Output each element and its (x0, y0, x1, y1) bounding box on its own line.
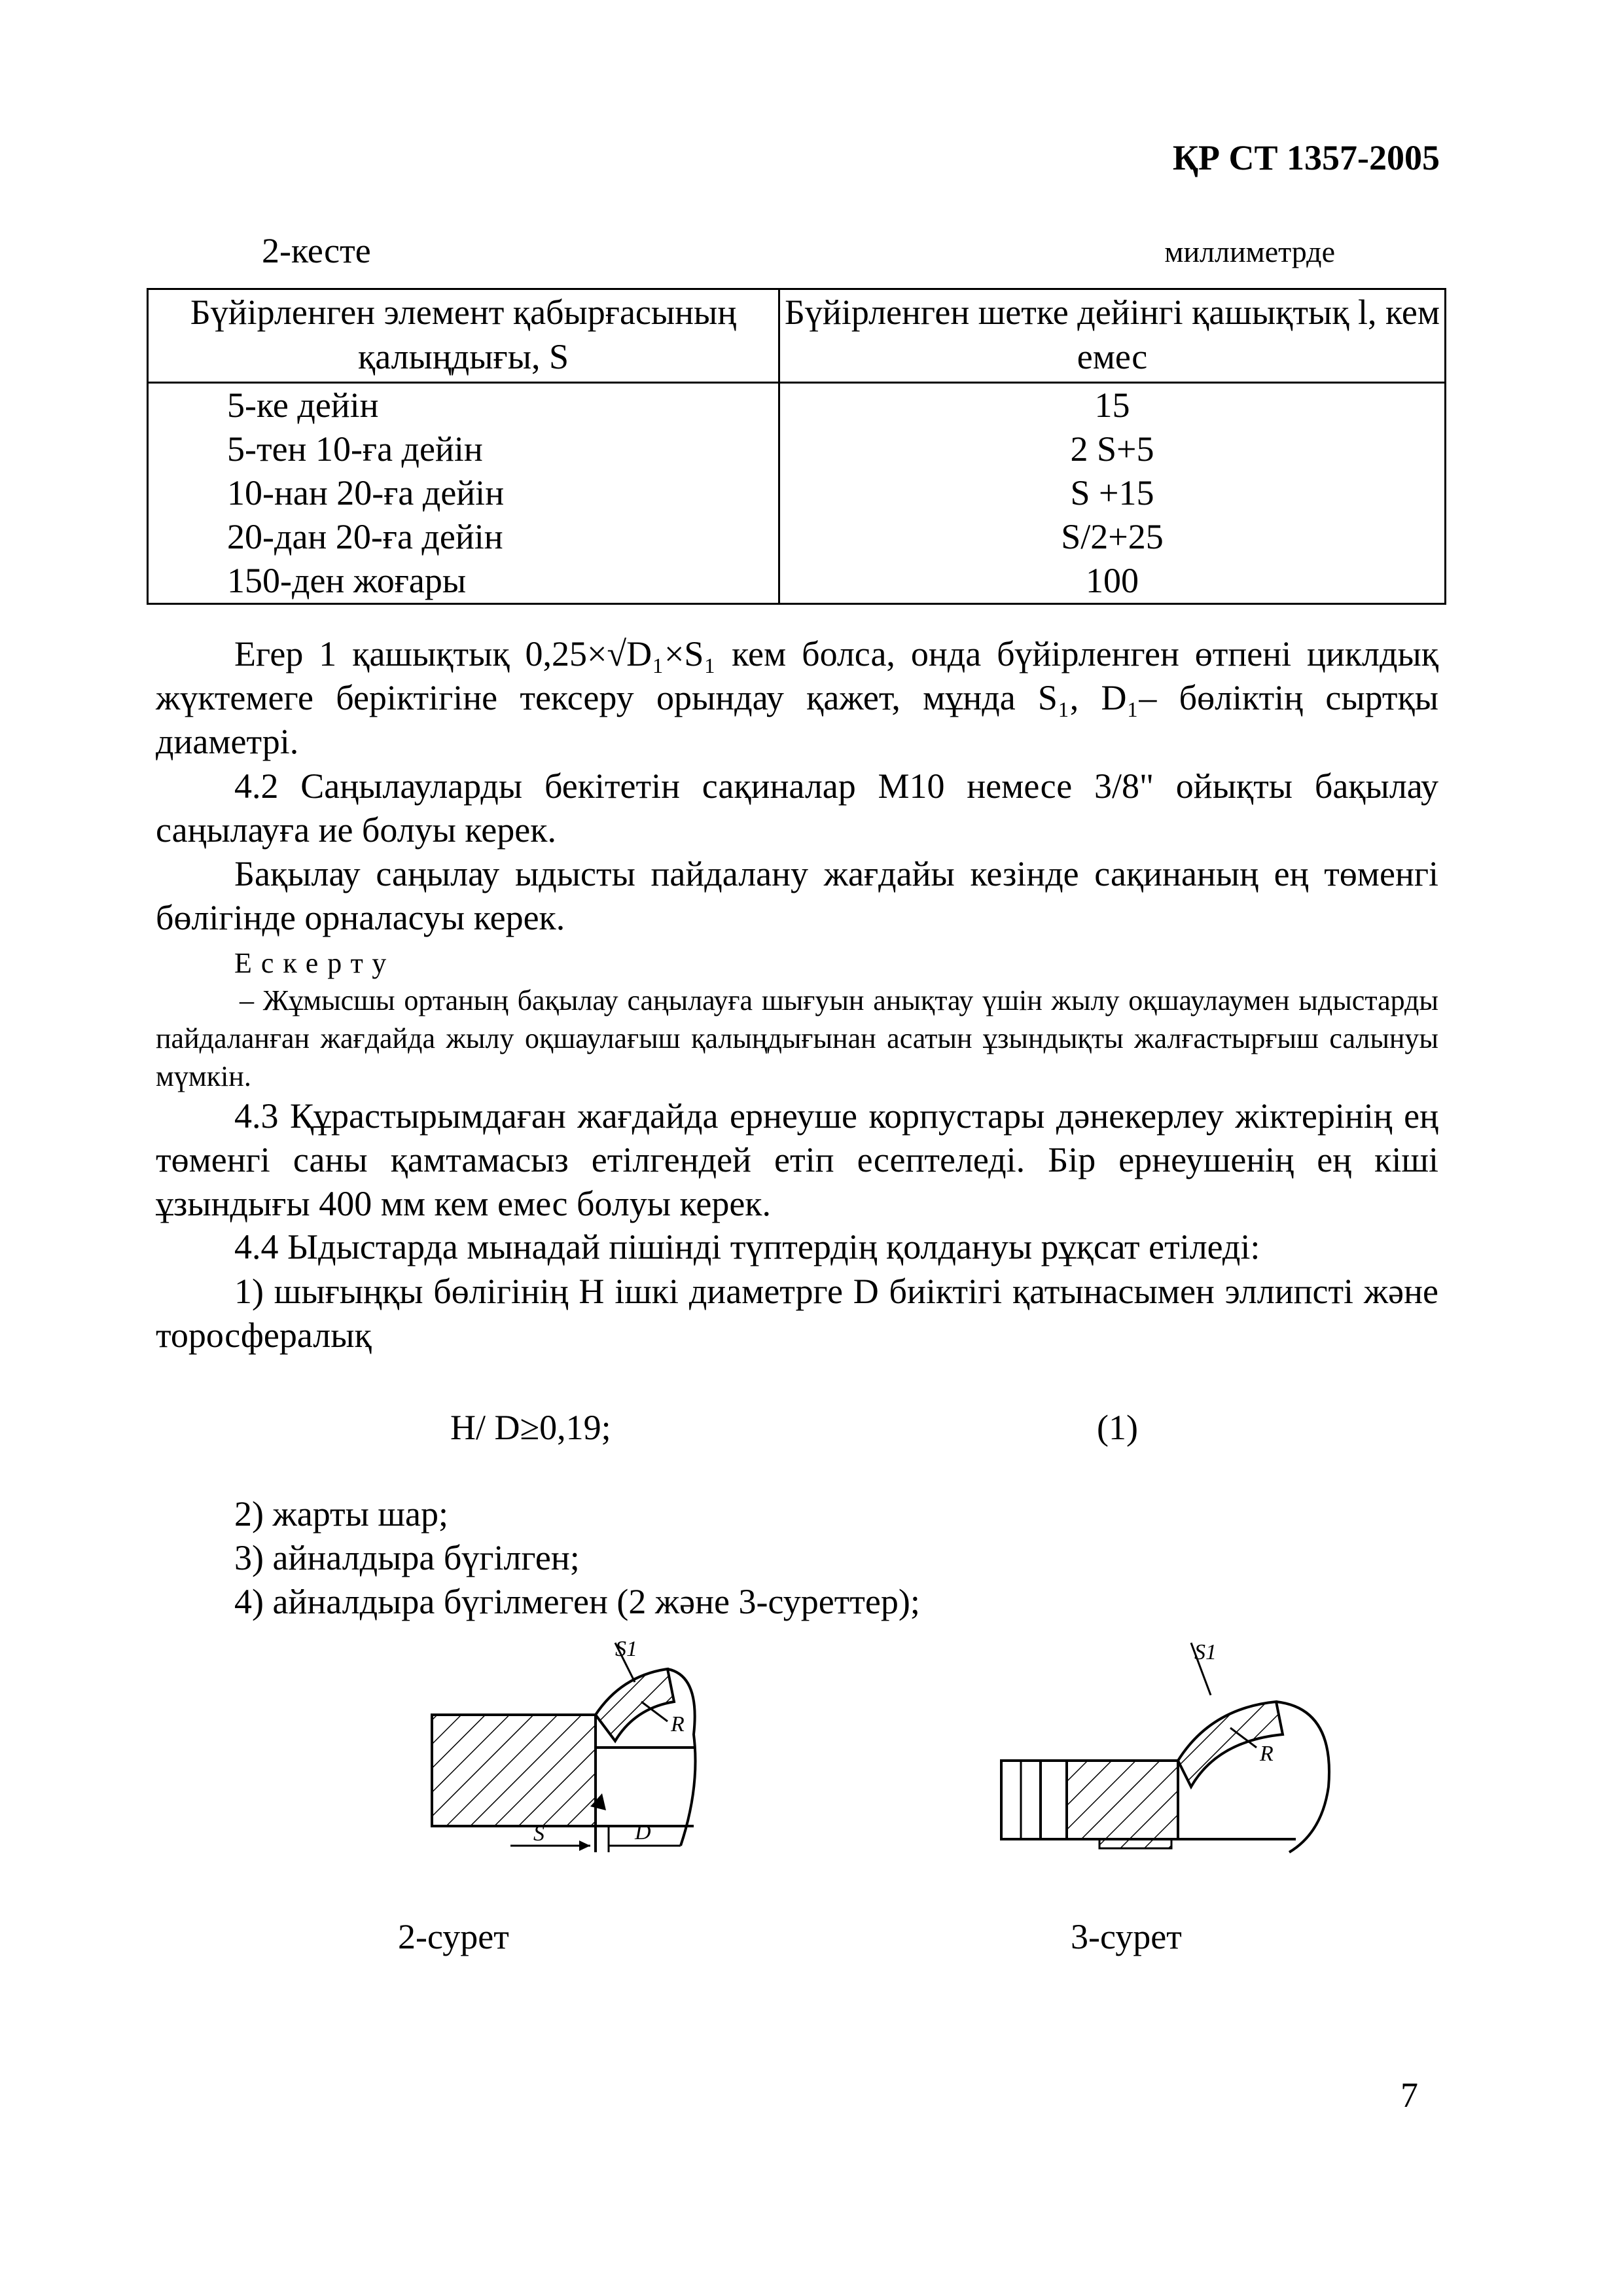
table-col-distance (779, 383, 1446, 604)
list-item-4: 4) айналдыра бүгілмеген (2 және 3-суреттер); (234, 1582, 920, 1621)
table-cell: 10-нан 20-ға дейін (227, 473, 505, 512)
paragraph-item-1 (156, 1270, 1438, 1357)
table-cell: 20-дан 20-ға дейін (227, 517, 503, 556)
formula-number: (1) (1097, 1408, 1138, 1447)
figure-2-label-s1: S1 (615, 1637, 637, 1661)
paragraph-text: Егер 1 қашықтық 0,25×√D₁×S₁ кем болса, онда бүйірленген өтпені циклдық жүктемеге беріктігіне тексеру орындау қажет, мұнда S₁, D₁– бөліктің сыртқы диаметрі. (156, 634, 1438, 761)
table-header-distance: Бүйірленген шетке дейінгі қашықтық l, кем емес (779, 289, 1446, 383)
paragraph-text: 1) шығыңқы бөлігінің Н ішкі диаметрге D биіктігі қатынасымен эллипсті және торосфералық (156, 1272, 1438, 1355)
paragraph-check (156, 632, 1438, 764)
figure-2-drawing (419, 1636, 733, 1859)
table-units: миллиметрде (1164, 235, 1335, 268)
note-text (156, 982, 1438, 1096)
page-number: 7 (1400, 2075, 1418, 2115)
table-cell: 2 S+5 (1070, 429, 1154, 469)
table-cell: S +15 (1070, 473, 1154, 512)
table-2 (147, 288, 1446, 605)
paragraph-4-4 (156, 1225, 1438, 1269)
table-col-thickness (148, 383, 779, 604)
paragraph-4-2 (156, 764, 1438, 852)
paragraph-4-3 (156, 1094, 1438, 1226)
table-cell: S/2+25 (1061, 517, 1164, 556)
paragraph-text: Бақылау саңылау ыдысты пайдалану жағдайы кезінде сақинаның ең төменгі бөлігінде орналасуы керек. (156, 854, 1438, 937)
table-name: 2-кесте (262, 231, 371, 270)
figure-2-label-s: S (533, 1821, 544, 1846)
note-title: Ескерту (234, 947, 396, 979)
paragraph-text: 4.4 Ыдыстарда мынадай пішінді түптердің қолдануы рұқсат етіледі: (234, 1227, 1260, 1266)
figure-3-label-r: R (1260, 1742, 1274, 1766)
table-header-thickness: Бүйірленген элемент қабырғасының қалыңдығы, S (148, 289, 779, 383)
table-cell: 150-ден жоғары (227, 561, 467, 600)
list-item-2: 2) жарты шар; (234, 1494, 448, 1534)
formula: H/ D≥0,19; (450, 1408, 611, 1447)
paragraph-text: 4.3 Құрастырымдаған жағдайда ернеуше корпустары дәнекерлеу жіктерінің ең төменгі саны қамтамасыз етілгендей етіп есептеледі. Бір ернеушенің ең кіші ұзындығы 400 мм кем емес болуы керек. (156, 1096, 1438, 1223)
paragraph-text: 4.2 Саңылауларды бекітетін сақиналар М10 немесе 3/8" ойықты бақылау саңылауға ие болуы керек. (156, 766, 1438, 850)
figure-2-label-d: D (635, 1820, 651, 1844)
table-cell: 5-тен 10-ға дейін (227, 429, 483, 469)
figure-3-caption: 3-сурет (1071, 1917, 1182, 1956)
figure-2-label-r: R (671, 1712, 685, 1736)
standard-designation: ҚР СТ 1357-2005 (1172, 138, 1440, 177)
figure-3-drawing (995, 1636, 1348, 1859)
figure-3-label-s1: S1 (1194, 1640, 1217, 1664)
table-cell: 5-ке дейін (227, 386, 379, 425)
table-cell: 15 (1094, 386, 1130, 425)
note-body: – Жұмысшы ортаның бақылау саңылауға шығуын анықтау үшін жылу оқшаулаумен ыдыстарды пайдаланған жағдайда жылу оқшаулағыш қалыңдығынан асатын ұзындықты жалғастырғыш салынуы мүмкін. (156, 984, 1438, 1092)
paragraph-control-hole (156, 852, 1438, 940)
list-item-3: 3) айналдыра бүгілген; (234, 1538, 580, 1577)
table-cell: 100 (1086, 561, 1139, 600)
figure-2-caption: 2-сурет (398, 1917, 509, 1956)
